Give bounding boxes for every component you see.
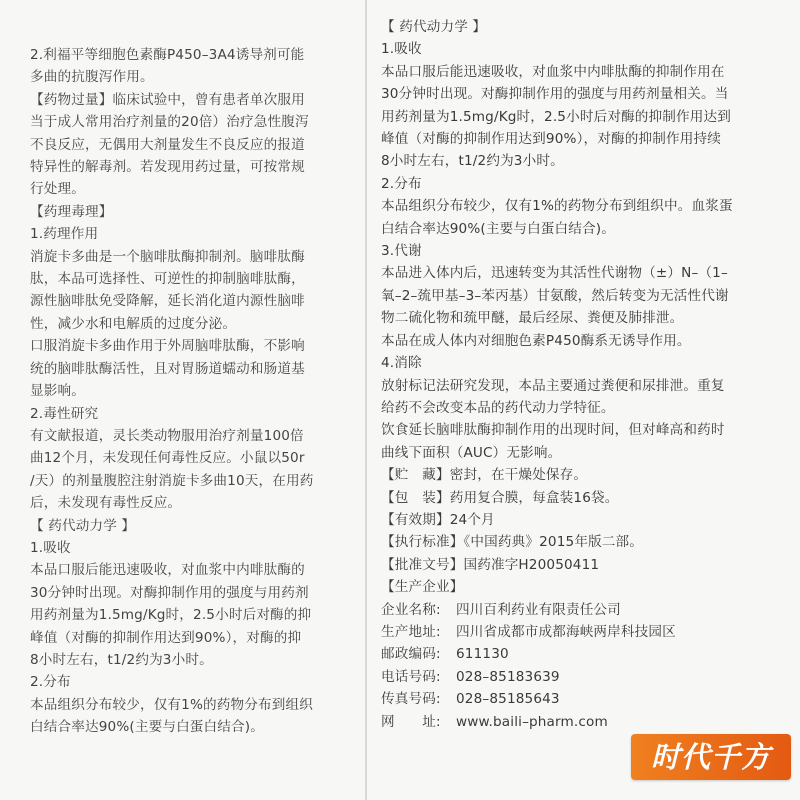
text-line: 多曲的抗腹泻作用。 xyxy=(30,69,154,86)
text-line: 源性脑啡肽免受降解，延长消化道内源性脑啡 xyxy=(30,293,305,310)
text-line: 本品组织分布较少，仅有1%的药物分布到组织 xyxy=(30,696,313,713)
text-line: 【药理毒理】 xyxy=(30,203,113,220)
address-row xyxy=(381,621,782,643)
text-line: 2.利福平等细胞色素酶P450–3A4诱导剂可能 xyxy=(30,47,305,63)
text-line: 2.分布 xyxy=(381,175,422,192)
text-line: 2.分布 xyxy=(30,674,71,691)
text-line: 氧–2–巯甲基–3–苯丙基）甘氨酸，然后转变为无活性代谢 xyxy=(381,287,729,304)
text-line: 3.代谢 xyxy=(381,243,422,260)
text-line: 显影响。 xyxy=(30,383,85,400)
text-line: /天）的剂量腹腔注射消旋卡多曲10天，在用药 xyxy=(30,472,314,489)
text-line: 峰值（对酶的抑制作用达到90%），对酶的抑 xyxy=(30,629,302,646)
text-line: 特异性的解毒剂。若发现用药过量，可按常规 xyxy=(30,159,305,176)
info-value: 028–85185643 xyxy=(456,691,560,708)
info-value: www.baili–pharm.com xyxy=(456,713,608,730)
manufacturer-heading: 【生产企业】 xyxy=(381,579,464,596)
expiry-line: 【有效期】24个月 xyxy=(381,511,495,528)
text-line: 本品进入体内后，迅速转变为其活性代谢物（±）N–（1– xyxy=(381,265,728,282)
text-line: 饮食延长脑啡肽酶抑制作用的出现时间，但对峰高和药时 xyxy=(381,422,725,439)
text-line: 曲线下面积（AUC）无影响。 xyxy=(381,444,562,461)
info-label: 传真号码: xyxy=(381,691,441,708)
text-line: 白结合率达90%(主要与白蛋白结合)。 xyxy=(381,220,615,237)
text-line: 用药剂量为1.5mg/Kg时，2.5小时后对酶的抑 xyxy=(30,607,312,624)
storage-line: 【贮 藏】密封，在干燥处保存。 xyxy=(381,467,588,484)
text-line: 30分钟时出现。对酶抑制作用的强度与用药剂 xyxy=(30,584,309,601)
text-line: 峰值（对酶的抑制作用达到90%），对酶的抑制作用持续 xyxy=(381,131,721,148)
text-line: 行处理。 xyxy=(30,181,85,198)
text-line: 给药不会改变本品的药代动力学特征。 xyxy=(381,399,615,416)
info-value: 611130 xyxy=(456,646,509,663)
text-line: 1.药理作用 xyxy=(30,226,99,243)
fax-row xyxy=(381,688,782,710)
text-line: 有文献报道，灵长类动物服用治疗剂量100倍 xyxy=(30,427,304,444)
text-line: 本品口服后能迅速吸收，对血浆中内啡肽酶的抑制作用在 xyxy=(381,63,725,80)
text-line: 肽，本品可选择性、可逆性的抑制脑啡肽酶， xyxy=(30,271,305,288)
text-line: 白结合率达90%(主要与白蛋白结合)。 xyxy=(30,719,264,736)
info-value: 四川百利药业有限责任公司 xyxy=(456,601,621,618)
text-line: 8小时左右，t1/2约为3小时。 xyxy=(381,153,564,170)
package-line: 【包 装】药用复合膜，每盒装16袋。 xyxy=(381,489,619,506)
left-column xyxy=(30,44,348,800)
info-label: 电话号码: xyxy=(381,668,441,685)
pk-heading: 【 药代动力学 】 xyxy=(381,19,487,35)
watermark-logo: 时代千方 xyxy=(631,734,791,780)
text-line: 消旋卡多曲是一个脑啡肽酶抑制剂。脑啡肽酶 xyxy=(30,248,305,265)
text-line: 1.吸收 xyxy=(30,539,71,556)
text-line: 当于成人常用治疗剂量的20倍）治疗急性腹泻 xyxy=(30,114,309,131)
info-label: 网 址: xyxy=(381,713,441,730)
text-line: 口服消旋卡多曲作用于外周脑啡肽酶，不影响 xyxy=(30,338,305,355)
info-label: 企业名称: xyxy=(381,601,441,618)
text-line: 放射标记法研究发现，本品主要通过粪便和尿排泄。重复 xyxy=(381,377,725,394)
text-line: 性，减少水和电解质的过度分泌。 xyxy=(30,315,237,332)
text-line: 【 药代动力学 】 xyxy=(30,517,136,534)
text-line: 本品口服后能迅速吸收，对血浆中内啡肽酶的 xyxy=(30,562,305,579)
text-line: 1.吸收 xyxy=(381,41,422,58)
text-line: 用药剂量为1.5mg/Kg时，2.5小时后对酶的抑制作用达到 xyxy=(381,108,732,125)
text-line: 【药物过量】临床试验中，曾有患者单次服用 xyxy=(30,91,305,108)
text-line: 30分钟时出现。对酶抑制作用的强度与用药剂量相关。当 xyxy=(381,86,729,103)
postcode-row xyxy=(381,643,782,665)
text-line: 2.毒性研究 xyxy=(30,405,99,422)
standard-line: 【执行标准】《中国药典》2015年版二部。 xyxy=(381,534,644,551)
phone-row xyxy=(381,666,782,688)
text-line: 后，未发现有毒性反应。 xyxy=(30,495,182,512)
text-line: 8小时左右，t1/2约为3小时。 xyxy=(30,651,213,668)
text-line: 4.消除 xyxy=(381,355,422,372)
text-line: 本品组织分布较少，仅有1%的药物分布到组织中。血浆蛋 xyxy=(381,198,733,215)
text-line: 不良反应，无偶用大剂量发生不良反应的报道 xyxy=(30,136,305,153)
text-line: 物二硫化物和巯甲醚，最后经尿、粪便及肺排泄。 xyxy=(381,310,684,327)
website-row xyxy=(381,711,782,733)
info-value: 四川省成都市成都海峡两岸科技园区 xyxy=(456,623,676,640)
approval-line: 【批准文号】国药准字H20050411 xyxy=(381,556,600,573)
text-line: 统的脑啡肽酶活性，且对胃肠道蠕动和肠道基 xyxy=(30,360,305,377)
info-value: 028–85183639 xyxy=(456,668,560,685)
right-column xyxy=(381,16,782,800)
info-label: 生产地址: xyxy=(381,623,441,640)
text-line: 本品在成人体内对细胞色素P450酶系无诱导作用。 xyxy=(381,332,691,349)
company-name-row xyxy=(381,599,782,621)
text-line: 曲12个月，未发现任何毒性反应。小鼠以50r xyxy=(30,450,305,467)
column-divider xyxy=(365,0,367,800)
info-label: 邮政编码: xyxy=(381,646,441,663)
